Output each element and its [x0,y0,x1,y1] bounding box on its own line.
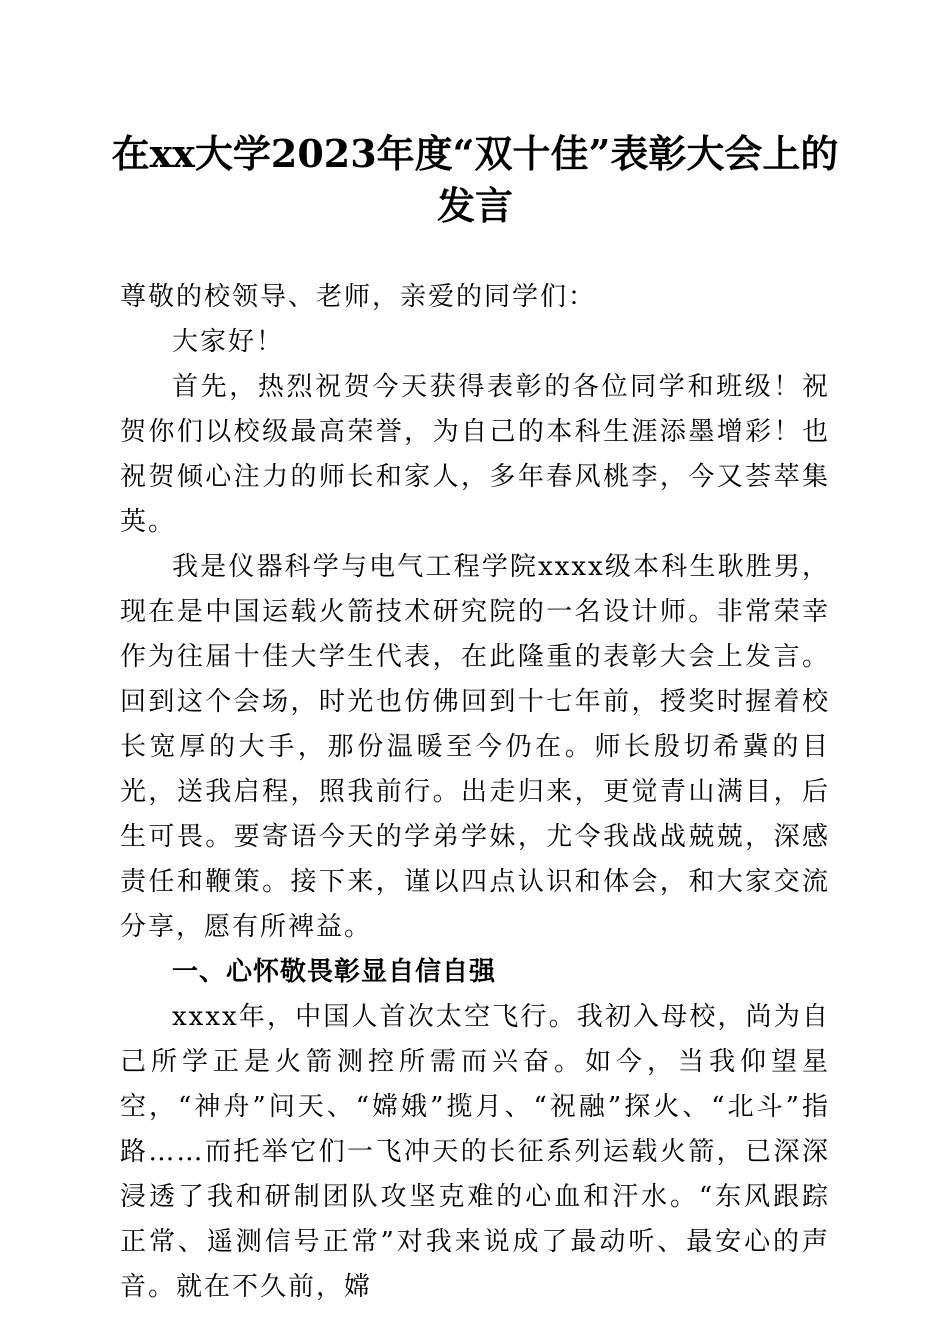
document-body [120,275,830,1310]
document-title [110,128,840,232]
title-line-2: 发言 [436,183,513,228]
paragraph: xxxx年，中国人首次太空飞行。我初入母校，尚为自己所学正是火箭测控所需而兴奋。如今，当我仰望星空，“神舟”问天、“嫦娥”揽月、“祝融”探火、“北斗”指路……而托举它们一飞冲天的长征系列运载火箭，已深深浸透了我和研制团队攻坚克难的心血和汗水。“东风跟踪正常、遥测信号正常”对我来说成了最动听、最安心的声音。就在不久前，嫦 [120,1002,830,1302]
paragraph: 首先，热烈祝贺今天获得表彰的各位同学和班级！祝贺你们以校级最高荣誉，为自己的本科生涯添墨增彩！也祝贺倾心注力的师长和家人，多年春风桃李，今又荟萃集英。 [120,372,830,537]
section-heading: 一、心怀敬畏彰显自信自强 [172,957,497,987]
salutation: 尊敬的校领导、老师，亲爱的同学们： [120,282,597,312]
greeting: 大家好！ [172,327,285,357]
paragraph: 我是仪器科学与电气工程学院xxxx级本科生耿胜男，现在是中国运载火箭技术研究院的一名设计师。非常荣幸作为往届十佳大学生代表，在此隆重的表彰大会上发言。回到这个会场，时光也仿佛回到十七年前，授奖时握着校长宽厚的大手，那份温暖至今仍在。师长殷切希冀的目光，送我启程，照我前行。出走归来，更觉青山满目，后生可畏。要寄语今天的学弟学妹，尤令我战战兢兢，深感责任和鞭策。接下来，谨以四点认识和体会，和大家交流分享，愿有所裨益。 [120,552,830,942]
title-line-1: 在xx大学2023年度“双十佳”表彰大会上的 [111,131,839,176]
